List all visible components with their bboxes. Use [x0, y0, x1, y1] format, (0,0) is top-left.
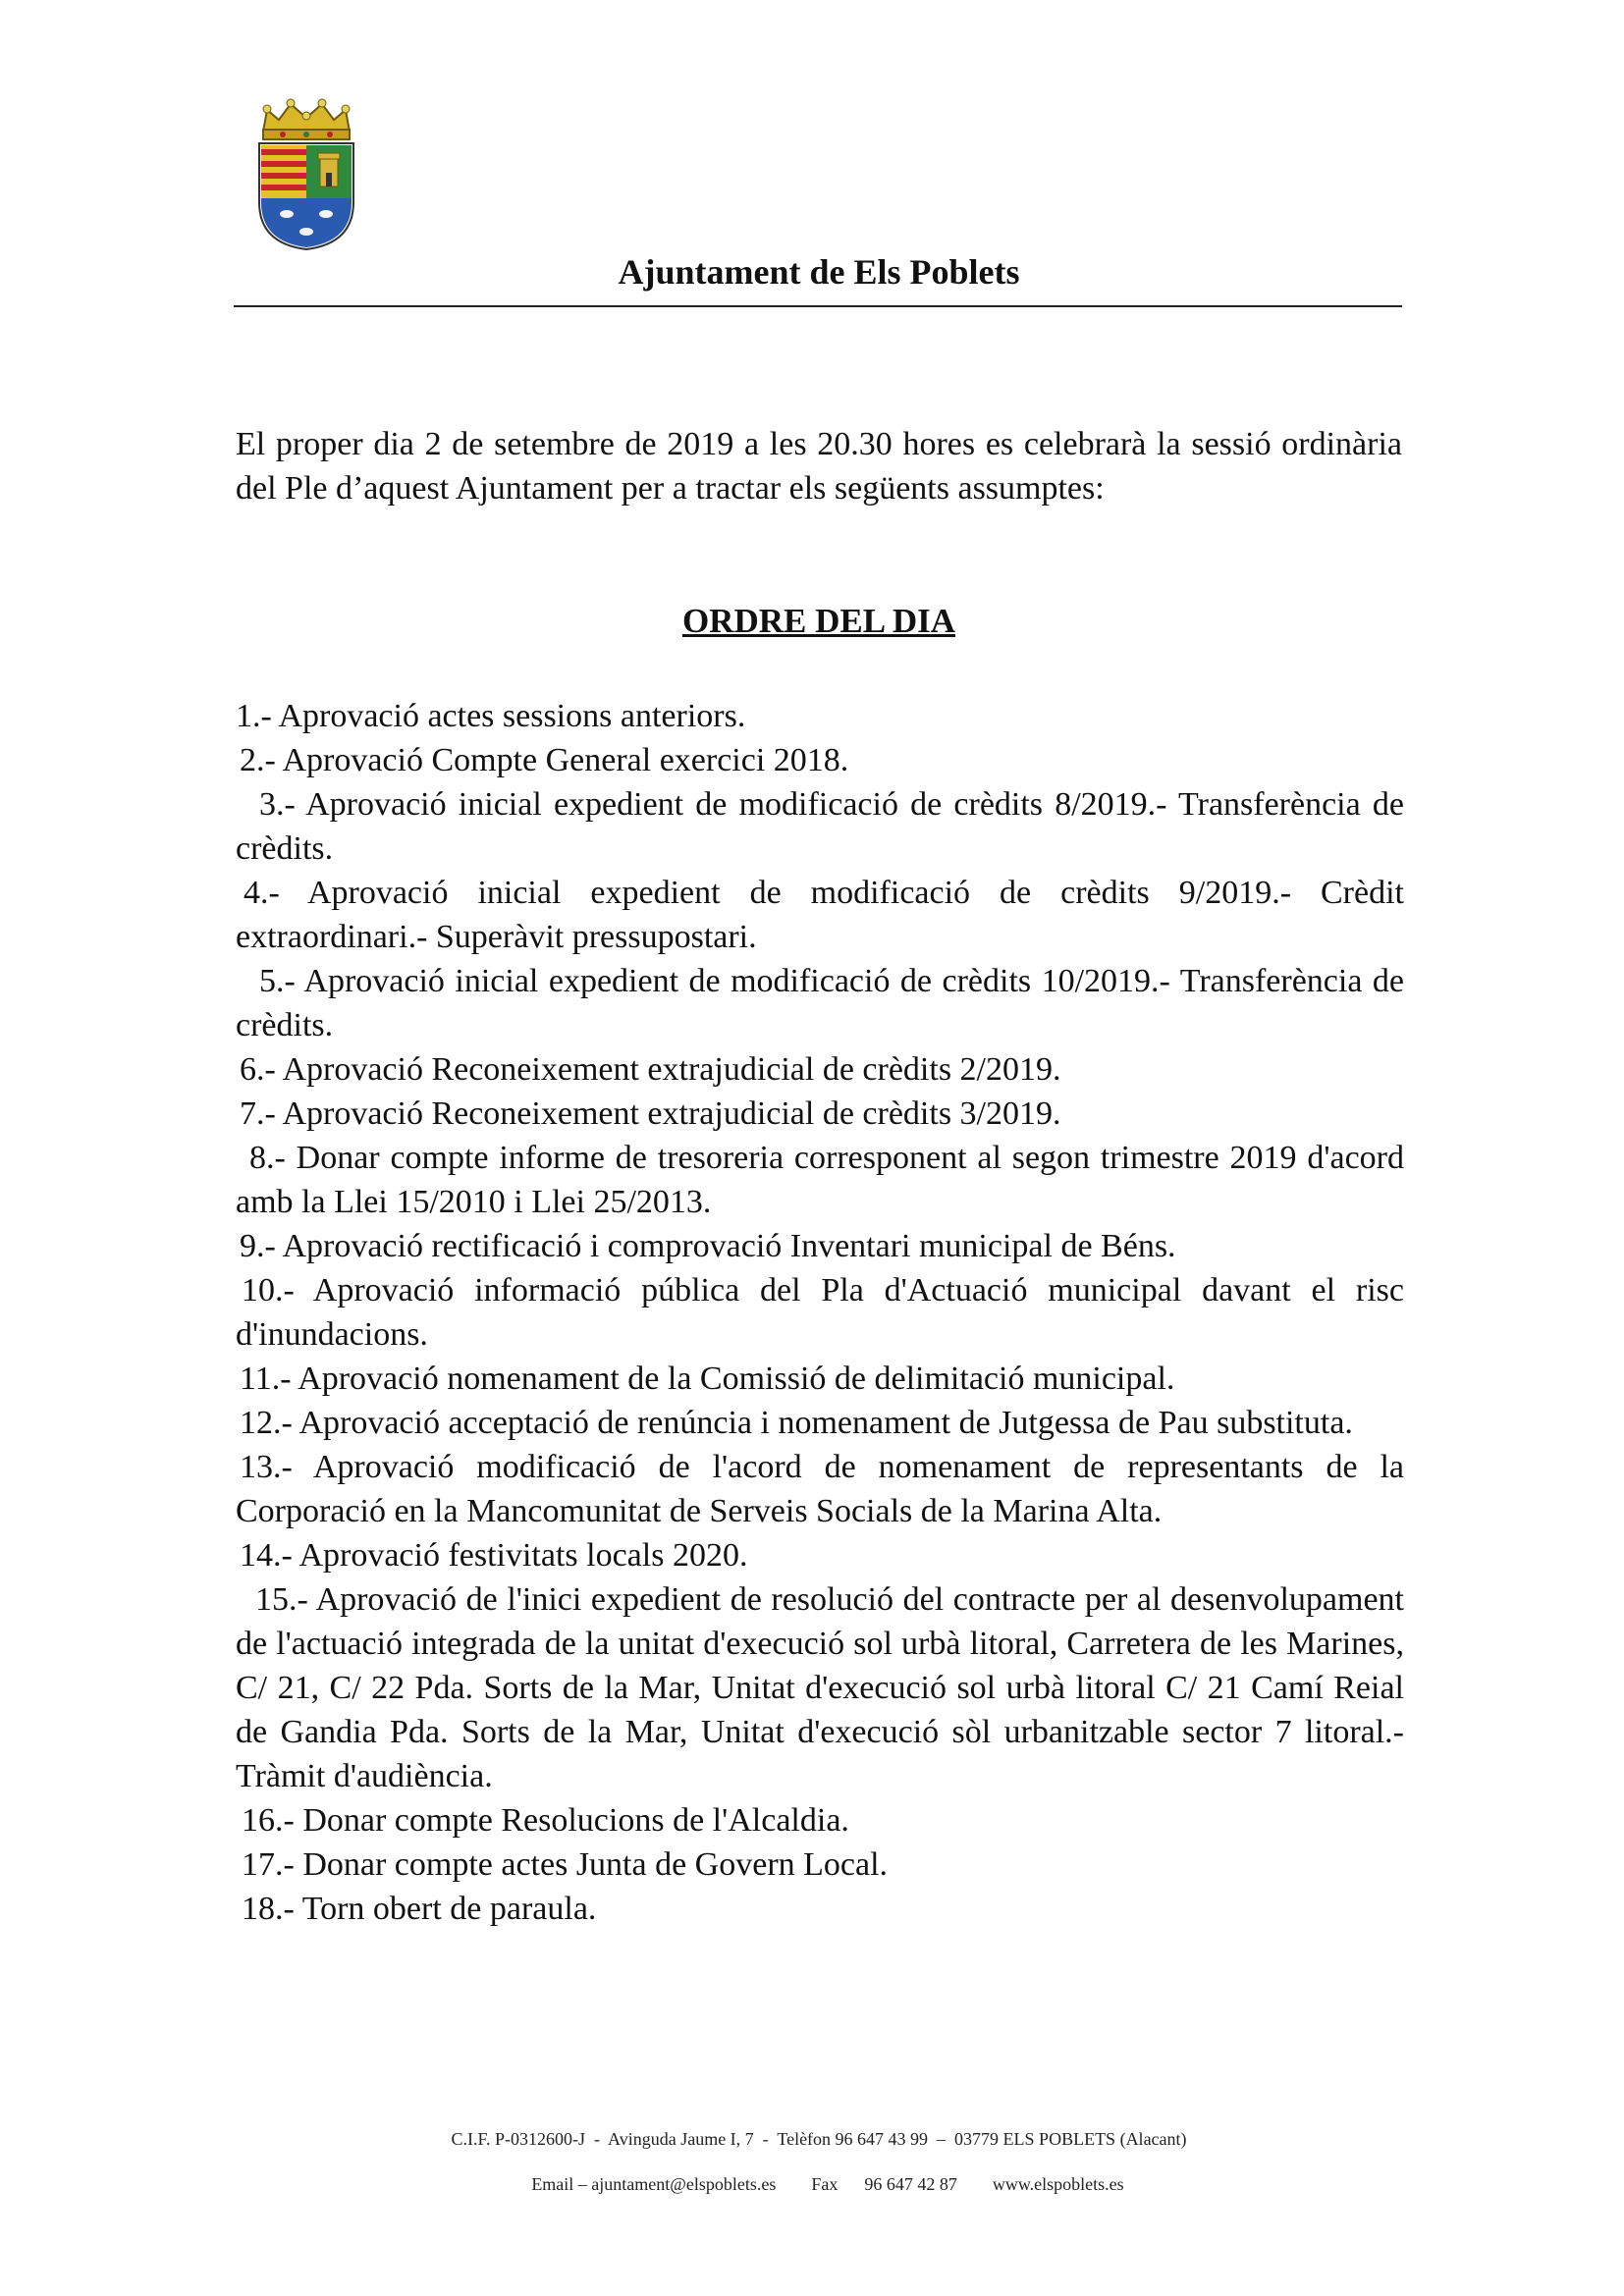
agenda-item: 18.- Torn obert de paraula.: [242, 1891, 597, 1927]
agenda-item: 14.- Aprovació festivitats locals 2020.: [240, 1537, 748, 1574]
agenda-item: 16.- Donar compte Resolucions de l'Alcaldia.: [242, 1802, 849, 1839]
agenda-item: 11.- Aprovació nomenament de la Comissió de delimitació municipal.: [240, 1361, 1175, 1397]
coat-of-arms-logo: [253, 96, 359, 251]
agenda-title: ORDRE DEL DIA: [681, 602, 956, 640]
agenda-item: 4.- Aprovació inicial expedient de modificació de crèdits 9/2019.- Crèdit extraordinari.- Superàvit pressupostari.: [236, 875, 1404, 955]
footer-website: www.elspoblets.es: [992, 2174, 1124, 2194]
footer: [236, 2128, 1402, 2218]
agenda-item: 9.- Aprovació rectificació i comprovació Inventari municipal de Béns.: [240, 1228, 1176, 1264]
footer-email: Email – ajuntament@elspoblets.es: [531, 2174, 777, 2194]
organization-name: Ajuntament de Els Poblets: [618, 252, 1020, 292]
agenda-item: 15.- Aprovació de l'inici expedient de resolució del contracte per al desenvolupament de l'actuació integrada de la unitat d'execució sol urbà litoral, Carretera de les Marines, C/ 21, C/ 22 Pda. Sorts de la Mar, Unitat d'execució sol urbà litoral C/ 21 Camí Reial de Gandia Pda. Sorts de la Mar, Unitat d'execució sòl urbanitzable sector 7 litoral.- Tràmit d'audiència.: [236, 1581, 1404, 1794]
footer-address-line: C.I.F. P-0312600-J - Avinguda Jaume I, 7 - Telèfon 96 647 43 99 – 03779 ELS POBLETS (Alacant): [451, 2129, 1187, 2149]
agenda-item: 5.- Aprovació inicial expedient de modificació de crèdits 10/2019.- Transferència de crèdits.: [236, 963, 1404, 1043]
agenda-list: [236, 694, 1404, 1931]
footer-contact-line: [236, 2151, 1402, 2218]
agenda-item: 6.- Aprovació Reconeixement extrajudicial de crèdits 2/2019.: [240, 1051, 1061, 1088]
intro-paragraph: El proper dia 2 de setembre de 2019 a les 20.30 hores es celebrarà la sessió ordinària del Ple d’aquest Ajuntament per a tractar els següents assumptes:: [236, 426, 1402, 507]
agenda-item: 8.- Donar compte informe de tresoreria corresponent al segon trimestre 2019 d'acord amb la Llei 15/2010 i Llei 25/2013.: [236, 1140, 1404, 1220]
agenda-item: 3.- Aprovació inicial expedient de modificació de crèdits 8/2019.- Transferència de crèdits.: [236, 786, 1404, 867]
agenda-item: 10.- Aprovació informació pública del Pla d'Actuació municipal davant el risc d'inundacions.: [236, 1272, 1404, 1353]
footer-fax: Fax 96 647 42 87: [811, 2174, 957, 2194]
header-divider: [234, 305, 1402, 307]
agenda-item: 1.- Aprovació actes sessions anteriors.: [236, 698, 746, 734]
agenda-item: 7.- Aprovació Reconeixement extrajudicial de crèdits 3/2019.: [240, 1095, 1061, 1132]
agenda-item: 17.- Donar compte actes Junta de Govern Local.: [242, 1846, 889, 1883]
agenda-item: 12.- Aprovació acceptació de renúncia i nomenament de Jutgessa de Pau substituta.: [240, 1405, 1353, 1441]
agenda-item: 13.- Aprovació modificació de l'acord de nomenament de representants de la Corporació en la Mancomunitat de Serveis Socials de la Marina Alta.: [236, 1449, 1404, 1529]
agenda-item: 2.- Aprovació Compte General exercici 2018.: [240, 742, 849, 778]
